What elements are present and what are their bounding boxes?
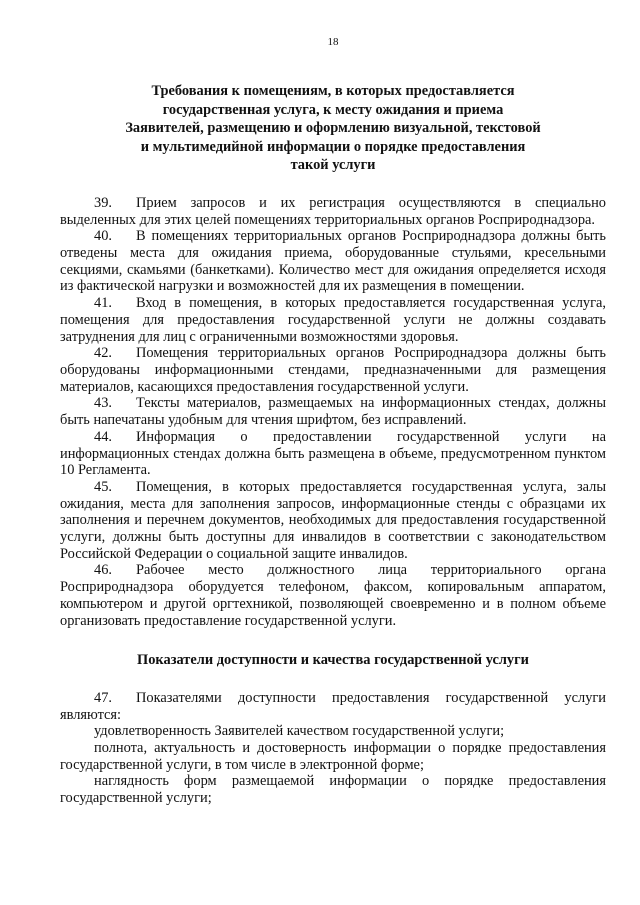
paragraph-47 [60,690,606,723]
list-item: удовлетворенность Заявителей качеством государственной услуги; [94,723,505,740]
paragraph-text: Рабочее место должностного лица территориального органа Росприроднадзора оборудуется телефоном, факсом, копировальным аппаратом, компьютером и другой оргтехникой, позволяющей своевременно и в полном объеме организовать предоставление государственной услуги. [60,562,606,629]
paragraph-text: Прием запросов и их регистрация осуществляются в специально выделенных для этих целей помещениях территориальных органов Росприроднадзора. [60,194,606,228]
paragraph-text: Информация о предоставлении государственной услуги на информационных стендах должна быть размещена в объеме, предусмотренном пунктом 10 Регламента. [60,428,606,479]
paragraph-45 [60,479,606,563]
paragraph-number: 44. [94,428,112,445]
paragraph-46 [60,562,606,629]
paragraph-text: Помещения территориальных органов Росприроднадзора должны быть оборудованы информационными стендами, предназначенными для размещения материалов, касающихся предоставления государственной услуги. [60,345,606,395]
paragraph-number: 39. [94,194,112,211]
page-number: 18 [327,36,339,48]
paragraph-number: 47. [94,689,112,706]
paragraph-number: 43. [94,395,112,412]
paragraph-39 [60,195,606,228]
paragraph-number: 45. [94,478,112,495]
paragraph-number: 46. [94,562,112,579]
title-line: и мультимедийной информации о порядке предоставления [140,138,526,155]
title-line: государственная услуга, к месту ожидания и приема [162,101,504,118]
title-line: Заявителей, размещению и оформлению визуальной, текстовой [125,120,541,137]
paragraph-text: Вход в помещения, в которых предоставляется государственная услуга, помещения для предоставления государственной услуги не должны создавать затруднения для лиц с ограниченными возможностями здоровья. [60,295,606,345]
list-item: наглядность форм размещаемой информации о порядке предоставления государственной услуги; [60,773,606,807]
list-item: полнота, актуальность и достоверность информации о порядке предоставления государственной услуги, в том числе в электронной форме; [60,739,606,773]
paragraph-text: Тексты материалов, размещаемых на информационных стендах, должны быть напечатаны удобным для чтения шрифтом, без исправлений. [60,395,606,429]
paragraph-40 [60,228,606,295]
paragraph-number: 42. [94,345,112,362]
paragraph-number: 40. [94,228,112,245]
paragraph-text: Показателями доступности предоставления государственной услуги являются: [60,689,606,723]
paragraph-42 [60,345,606,395]
paragraph-41 [60,295,606,345]
paragraph-number: 41. [94,295,112,312]
section-title-premises [60,82,606,175]
paragraph-44 [60,429,606,479]
title-line: такой услуги [290,157,376,174]
paragraph-text: В помещениях территориальных органов Росприроднадзора должны быть отведены места для ожидания приема, оборудованные стульями, кресельными секциями, скамьями (банкетками). Количество мест для ожидания определяется исходя из фактической нагрузки и возможностей для их размещения в помещении. [60,228,606,295]
section-title-quality: Показатели доступности и качества государственной услуги [137,652,529,669]
paragraph-text: Помещения, в которых предоставляется государственная услуга, залы ожидания, места для заполнения запросов, информационные стенды с образцами их заполнения и перечнем документов, необходимых для предоставления государственной услуги, должны быть доступны для инвалидов в соответствии с законодательством Российской Федерации о социальной защите инвалидов. [60,478,606,562]
paragraph-43 [60,395,606,428]
title-line: Требования к помещениям, в которых предоставляется [151,83,515,99]
